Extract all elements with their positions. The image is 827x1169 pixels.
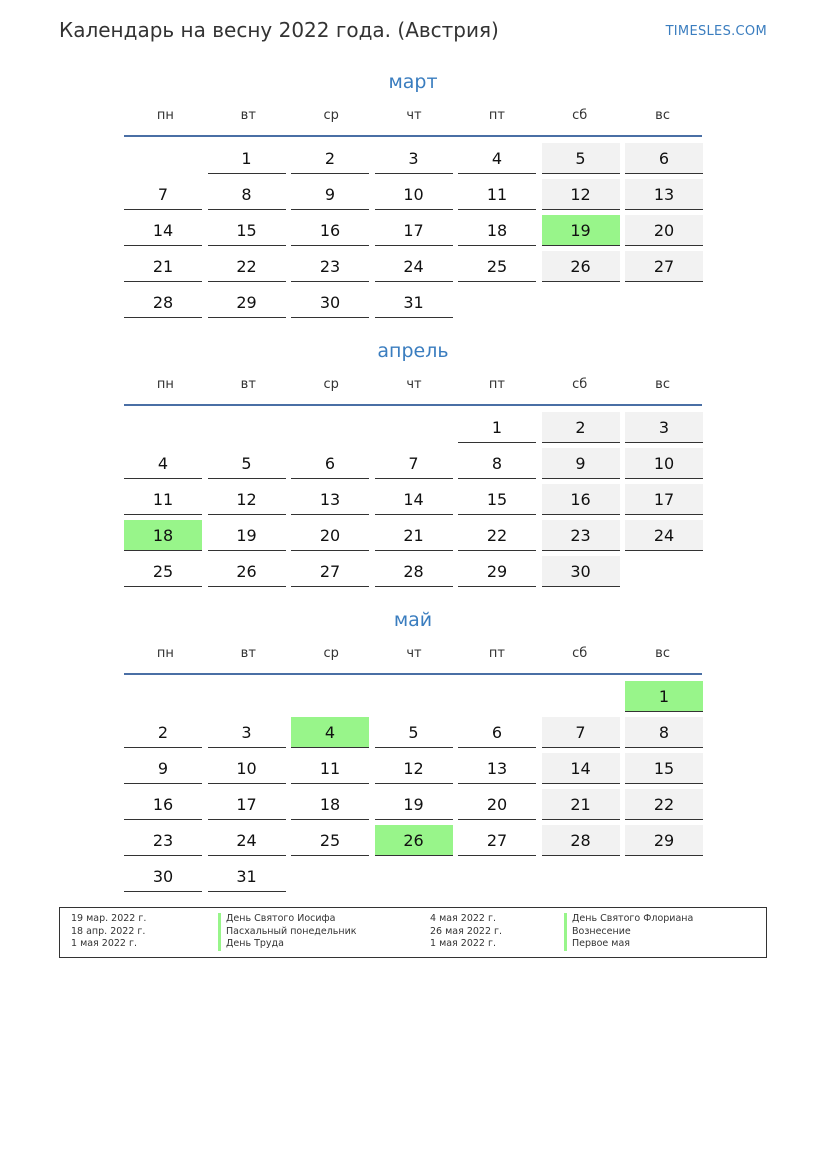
- day-cell: 10: [625, 448, 703, 479]
- day-cell: 29: [458, 556, 536, 587]
- day-cell: 15: [625, 753, 703, 784]
- day-cell: 2: [124, 717, 202, 748]
- day-cell: 16: [291, 215, 369, 246]
- legend-date: 26 мая 2022 г.: [430, 925, 503, 937]
- day-cell: 28: [542, 825, 620, 856]
- empty-cell: [208, 681, 286, 712]
- weekday-label: сб: [572, 108, 588, 123]
- site-link[interactable]: TIMESLES.COM: [665, 24, 767, 39]
- empty-cell: [124, 412, 202, 443]
- day-cell: 19: [375, 789, 453, 820]
- day-cell: 17: [625, 484, 703, 515]
- day-cell: 12: [208, 484, 286, 515]
- day-cell: 3: [208, 717, 286, 748]
- day-cell: 29: [625, 825, 703, 856]
- day-cell: 30: [291, 287, 369, 318]
- weekday-header: [124, 106, 704, 126]
- holiday-day-cell: 4: [291, 717, 369, 748]
- weekday-label: пн: [156, 108, 174, 123]
- day-cell: 26: [208, 556, 286, 587]
- weekday-label: вт: [240, 646, 256, 661]
- holiday-day-cell: 19: [542, 215, 620, 246]
- day-cell: 29: [208, 287, 286, 318]
- legend-holiday-name: День Святого Флориана: [564, 913, 693, 926]
- day-cell: 6: [458, 717, 536, 748]
- day-cell: 15: [458, 484, 536, 515]
- day-cell: 18: [458, 215, 536, 246]
- day-cell: 25: [291, 825, 369, 856]
- day-cell: 19: [208, 520, 286, 551]
- weekday-label: чт: [406, 646, 422, 661]
- day-cell: 5: [375, 717, 453, 748]
- day-cell: 11: [291, 753, 369, 784]
- empty-cell: [291, 412, 369, 443]
- day-cell: 28: [124, 287, 202, 318]
- empty-cell: [458, 681, 536, 712]
- empty-cell: [375, 412, 453, 443]
- weekday-label: пн: [156, 646, 174, 661]
- month-block: [124, 339, 704, 587]
- day-grid: [124, 681, 704, 892]
- day-cell: 23: [291, 251, 369, 282]
- day-cell: 21: [375, 520, 453, 551]
- weekday-label: ср: [323, 377, 339, 392]
- day-cell: 2: [291, 143, 369, 174]
- weekday-label: вс: [655, 108, 670, 123]
- day-cell: 24: [375, 251, 453, 282]
- legend-dates-left: [71, 913, 146, 951]
- day-cell: 26: [542, 251, 620, 282]
- day-cell: 9: [542, 448, 620, 479]
- day-cell: 8: [208, 179, 286, 210]
- legend-holiday-name: Пасхальный понедельник: [218, 926, 357, 939]
- day-cell: 6: [625, 143, 703, 174]
- day-cell: 13: [458, 753, 536, 784]
- day-cell: 5: [542, 143, 620, 174]
- weekday-label: пт: [488, 377, 505, 392]
- day-cell: 27: [291, 556, 369, 587]
- day-cell: 20: [458, 789, 536, 820]
- day-cell: 16: [542, 484, 620, 515]
- legend-date: 4 мая 2022 г.: [430, 913, 496, 924]
- day-cell: 14: [542, 753, 620, 784]
- empty-cell: [375, 681, 453, 712]
- day-cell: 8: [625, 717, 703, 748]
- weekday-label: ср: [323, 646, 339, 661]
- legend-names-left: [218, 913, 357, 951]
- holiday-day-cell: 18: [124, 520, 202, 551]
- empty-cell: [542, 681, 620, 712]
- weekday-label: вс: [655, 646, 670, 661]
- weekday-label: вт: [240, 377, 256, 392]
- day-cell: 21: [542, 789, 620, 820]
- legend-date: 19 мар. 2022 г.: [71, 913, 147, 924]
- legend-date: 1 мая 2022 г.: [430, 938, 496, 949]
- day-cell: 20: [291, 520, 369, 551]
- month-name: май: [393, 609, 433, 631]
- weekday-label: сб: [572, 646, 588, 661]
- day-cell: 9: [124, 753, 202, 784]
- day-cell: 14: [375, 484, 453, 515]
- day-cell: 18: [291, 789, 369, 820]
- day-cell: 27: [458, 825, 536, 856]
- holiday-day-cell: 26: [375, 825, 453, 856]
- day-cell: 1: [208, 143, 286, 174]
- empty-cell: [291, 681, 369, 712]
- day-cell: 27: [625, 251, 703, 282]
- legend-date: 18 апр. 2022 г.: [71, 925, 146, 937]
- weekday-label: вс: [655, 377, 670, 392]
- legend-dates-right: [430, 913, 502, 951]
- header-divider: [124, 404, 702, 406]
- day-cell: 10: [375, 179, 453, 210]
- day-cell: 30: [124, 861, 202, 892]
- header-divider: [124, 135, 702, 137]
- empty-cell: [124, 143, 202, 174]
- day-cell: 3: [375, 143, 453, 174]
- weekday-label: пн: [156, 377, 174, 392]
- header-divider: [124, 673, 702, 675]
- day-cell: 7: [124, 179, 202, 210]
- day-grid: [124, 412, 704, 587]
- day-cell: 7: [375, 448, 453, 479]
- day-cell: 2: [542, 412, 620, 443]
- weekday-label: вт: [240, 108, 256, 123]
- day-cell: 20: [625, 215, 703, 246]
- weekday-label: чт: [406, 108, 422, 123]
- day-cell: 25: [124, 556, 202, 587]
- empty-cell: [208, 412, 286, 443]
- legend-date: 1 мая 2022 г.: [71, 938, 137, 949]
- day-cell: 4: [458, 143, 536, 174]
- month-name: апрель: [377, 340, 449, 362]
- day-cell: 14: [124, 215, 202, 246]
- weekday-label: пт: [488, 646, 505, 661]
- month-name: март: [388, 71, 438, 93]
- day-cell: 31: [208, 861, 286, 892]
- day-cell: 15: [208, 215, 286, 246]
- day-cell: 16: [124, 789, 202, 820]
- day-cell: 11: [458, 179, 536, 210]
- day-cell: 6: [291, 448, 369, 479]
- weekday-header: [124, 375, 704, 395]
- weekday-label: ср: [323, 108, 339, 123]
- page-title: Календарь на весну 2022 года. (Австрия): [59, 18, 499, 42]
- day-cell: 5: [208, 448, 286, 479]
- day-cell: 17: [375, 215, 453, 246]
- day-cell: 17: [208, 789, 286, 820]
- day-cell: 21: [124, 251, 202, 282]
- day-cell: 22: [208, 251, 286, 282]
- day-cell: 28: [375, 556, 453, 587]
- day-cell: 22: [625, 789, 703, 820]
- day-cell: 1: [458, 412, 536, 443]
- legend-holiday-name: Вознесение: [564, 926, 693, 939]
- day-cell: 24: [625, 520, 703, 551]
- month-block: [124, 70, 704, 318]
- day-cell: 8: [458, 448, 536, 479]
- day-cell: 22: [458, 520, 536, 551]
- weekday-label: сб: [572, 377, 588, 392]
- day-cell: 10: [208, 753, 286, 784]
- legend-names-right: [564, 913, 693, 951]
- weekday-label: пт: [488, 108, 505, 123]
- empty-cell: [124, 681, 202, 712]
- month-block: [124, 608, 704, 892]
- day-cell: 12: [542, 179, 620, 210]
- day-cell: 31: [375, 287, 453, 318]
- day-cell: 12: [375, 753, 453, 784]
- day-cell: 11: [124, 484, 202, 515]
- day-cell: 9: [291, 179, 369, 210]
- weekday-label: чт: [406, 377, 422, 392]
- day-cell: 24: [208, 825, 286, 856]
- holiday-legend: [59, 907, 767, 958]
- day-cell: 13: [625, 179, 703, 210]
- day-cell: 23: [124, 825, 202, 856]
- weekday-header: [124, 644, 704, 664]
- day-cell: 13: [291, 484, 369, 515]
- legend-holiday-name: День Труда: [218, 938, 357, 951]
- day-cell: 3: [625, 412, 703, 443]
- day-cell: 30: [542, 556, 620, 587]
- day-cell: 25: [458, 251, 536, 282]
- day-cell: 23: [542, 520, 620, 551]
- holiday-day-cell: 1: [625, 681, 703, 712]
- legend-holiday-name: День Святого Иосифа: [218, 913, 357, 926]
- day-cell: 7: [542, 717, 620, 748]
- day-grid: [124, 143, 704, 318]
- legend-holiday-name: Первое мая: [564, 938, 693, 951]
- day-cell: 4: [124, 448, 202, 479]
